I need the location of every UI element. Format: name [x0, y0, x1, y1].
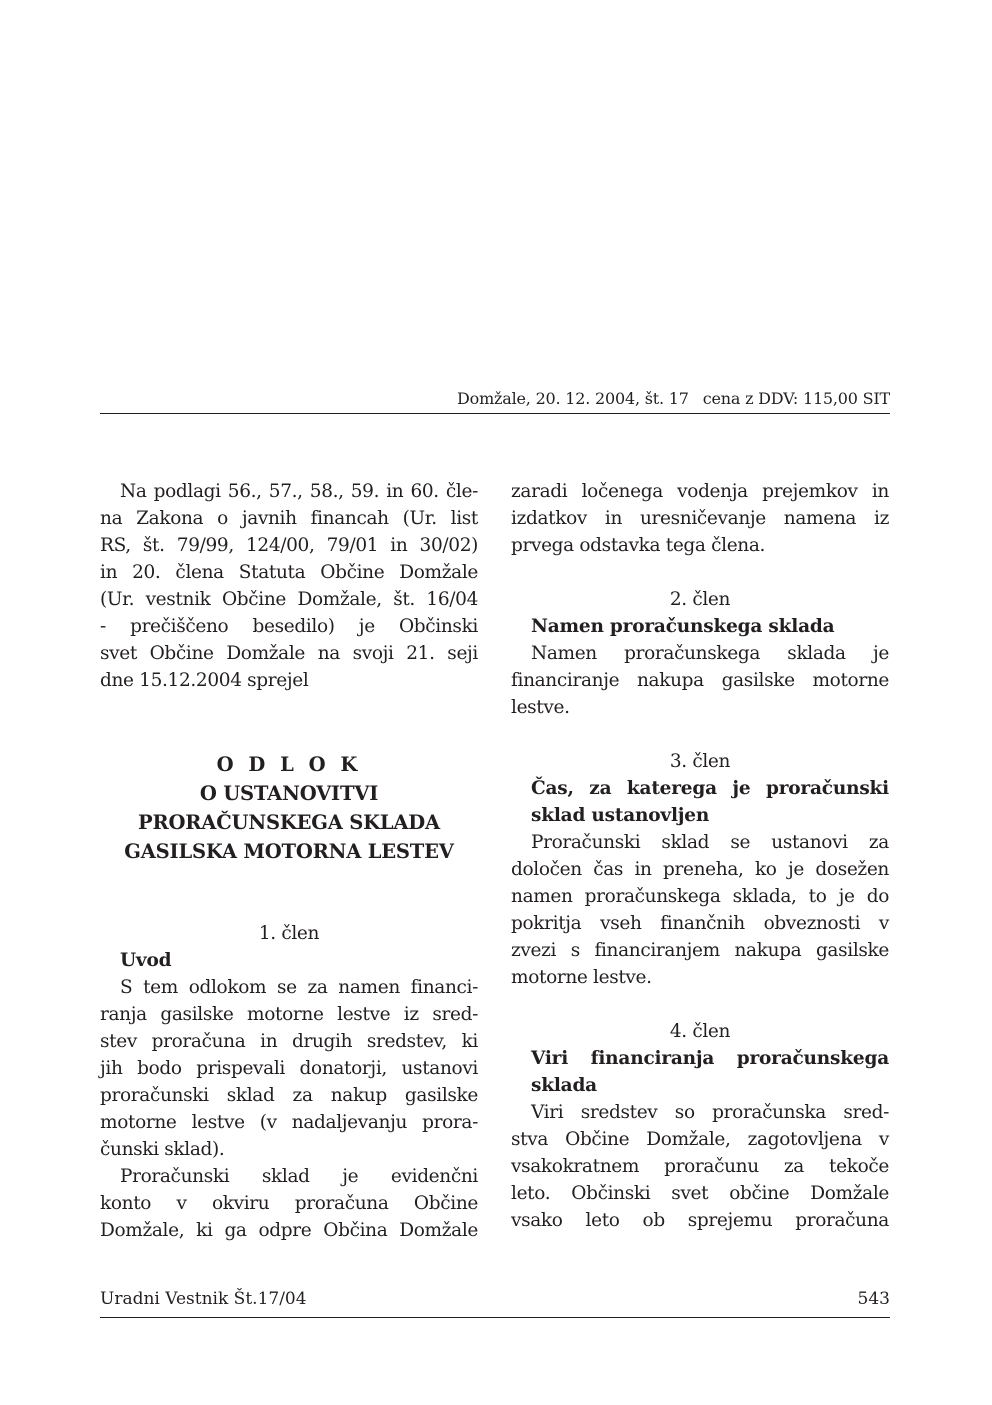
- text-line: izdatkov in uresničevanje namena iz: [511, 508, 889, 529]
- preamble-line: (Ur. vestnik Občine Domžale, št. 16/04: [100, 589, 478, 610]
- text-line: proračunski sklad za nakup gasilske: [100, 1085, 478, 1106]
- text-line: konto v okviru proračuna Občine: [100, 1193, 478, 1214]
- text-line: Domžale, ki ga odpre Občina Domžale: [100, 1220, 478, 1241]
- article-paragraph: [100, 974, 478, 1163]
- text-line: Proračunski sklad je evidenčni: [120, 1166, 478, 1187]
- text-line: jih bodo prispevali donatorji, ustanovi: [100, 1058, 478, 1079]
- preamble-line: na Zakona o javnih financah (Ur. list: [100, 508, 478, 529]
- left-column: [100, 478, 478, 1244]
- heading-line: sklada: [531, 1075, 597, 1096]
- article-heading: [511, 775, 889, 829]
- text-line: vsako leto ob sprejemu proračuna: [511, 1210, 889, 1231]
- footer-divider: [100, 1317, 890, 1318]
- article-number: 4. člen: [669, 1021, 731, 1042]
- preamble-line: dne 15.12.2004 sprejel: [100, 670, 309, 691]
- preamble-line: RS, št. 79/99, 124/00, 79/01 in 30/02): [100, 535, 478, 556]
- header-divider: [100, 413, 890, 414]
- text-line: leto. Občinski svet občine Domžale: [511, 1183, 889, 1204]
- footer-publication: Uradni Vestnik Št.17/04: [100, 1289, 307, 1309]
- text-line: motorne lestve (v nadaljevanju prora-: [100, 1112, 478, 1133]
- text-line: financiranje nakupa gasilske motorne: [511, 670, 889, 691]
- article-paragraph: [100, 1163, 478, 1244]
- article-paragraph: [511, 829, 889, 991]
- heading-line: Čas, za katerega je proračunski: [531, 778, 889, 799]
- text-line: S tem odlokom se za namen financi-: [120, 977, 478, 998]
- preamble-line: in 20. člena Statuta Občine Domžale: [100, 562, 478, 583]
- article-heading: [511, 1045, 889, 1099]
- article-number: 1. člen: [258, 923, 320, 944]
- heading-line: sklad ustanovljen: [531, 805, 710, 826]
- text-line: zaradi ločenega vodenja prejemkov in: [511, 481, 889, 502]
- page-header: [100, 388, 890, 410]
- text-line: ranja gasilske motorne lestve iz sred-: [100, 1004, 478, 1025]
- text-line: lestve.: [511, 697, 570, 718]
- header-price: cena z DDV: 115,00 SIT: [702, 389, 890, 408]
- title-line: GASILSKA MOTORNA LESTEV: [124, 840, 454, 863]
- footer-page-number: 543: [857, 1289, 890, 1309]
- text-line: Proračunski sklad se ustanovi za: [531, 832, 889, 853]
- article-number: 3. člen: [669, 751, 731, 772]
- text-line: pokritja vseh finančnih obveznosti v: [511, 913, 889, 934]
- text-line: prvega odstavka tega člena.: [511, 535, 766, 556]
- preamble-line: svet Občine Domžale na svoji 21. seji: [100, 643, 478, 664]
- text-line: Viri sredstev so proračunska sred-: [531, 1102, 889, 1123]
- header-place-date-issue: Domžale, 20. 12. 2004, št. 17: [457, 389, 689, 408]
- text-line: čunski sklad).: [100, 1139, 225, 1160]
- title-line-odlok: O D L O K: [216, 753, 362, 776]
- text-line: določen čas in preneha, ko je dosežen: [511, 859, 889, 880]
- text-line: stva Občine Domžale, zagotovljena v: [511, 1129, 889, 1150]
- article-heading: Namen proračunskega sklada: [531, 616, 835, 637]
- preamble-line: - prečiščeno besedilo) je Občinski: [100, 616, 478, 637]
- text-line: vsakokratnem proračunu za tekoče: [511, 1156, 889, 1177]
- right-column: [511, 478, 889, 1234]
- article-paragraph: [511, 640, 889, 721]
- article-paragraph-continued: [511, 478, 889, 559]
- document-title: [100, 750, 478, 866]
- title-line: O USTANOVITVI: [199, 782, 379, 805]
- text-line: motorne lestve.: [511, 967, 652, 988]
- preamble-line: Na podlagi 56., 57., 58., 59. in 60. čle-: [120, 481, 478, 502]
- article-number: 2. člen: [669, 589, 731, 610]
- preamble-paragraph: [100, 478, 478, 694]
- article-heading: Uvod: [120, 950, 172, 971]
- text-line: namen proračunskega sklada, to je do: [511, 886, 889, 907]
- article-paragraph: [511, 1099, 889, 1234]
- heading-line: Viri financiranja proračunskega: [531, 1048, 889, 1069]
- title-line: PRORAČUNSKEGA SKLADA: [138, 811, 440, 834]
- text-line: Namen proračunskega sklada je: [531, 643, 889, 664]
- text-line: zvezi s financiranjem nakupa gasilske: [511, 940, 889, 961]
- text-line: stev proračuna in drugih sredstev, ki: [100, 1031, 478, 1052]
